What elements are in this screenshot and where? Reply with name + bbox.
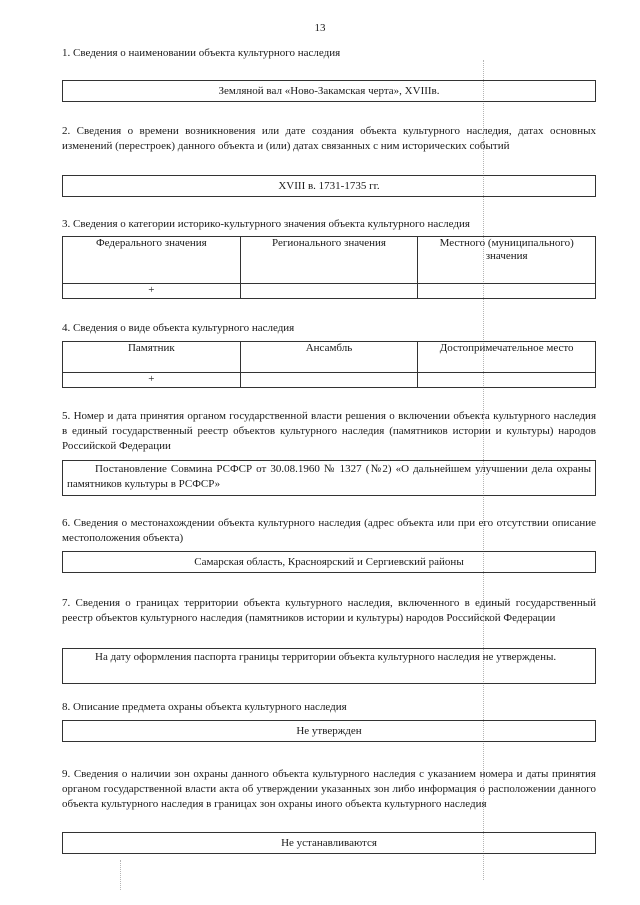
- registry-decision: Постановление Совмина РСФСР от 30.08.1960 № 1327 (№2) «О дальнейшем улучшении дела охраны памятников культуры в РСФСР»: [67, 463, 591, 490]
- section-6-heading: 6. Сведения о местонахождении объекта культурного наследия (адрес объекта или при его отсутствии описание местоположения объекта): [62, 517, 596, 544]
- type-landmark: Достопримечательное место: [418, 342, 596, 373]
- type-monument: Памятник: [63, 342, 241, 373]
- mark-local: [418, 284, 596, 299]
- category-federal: Федерального значения: [63, 237, 241, 284]
- scan-artifact-line: [120, 860, 121, 890]
- category-local: Местного (муниципального) значения: [418, 237, 596, 284]
- category-regional: Регионального значения: [240, 237, 418, 284]
- object-location: Самарская область, Красноярский и Сергиевский районы: [194, 555, 464, 568]
- mark-monument: +: [63, 373, 241, 388]
- category-table: [62, 236, 596, 299]
- type-ensemble: Ансамбль: [240, 342, 418, 373]
- section-1-heading: 1. Сведения о наименовании объекта культурного наследия: [62, 47, 341, 59]
- protection-zones: Не устанавливаются: [281, 836, 377, 849]
- section-3-heading: 3. Сведения о категории историко-культурного значения объекта культурного наследия: [62, 218, 470, 230]
- section-1-value-box: [62, 80, 596, 102]
- object-name: Земляной вал «Ново-Закамская черта», XVIIIв.: [218, 84, 440, 97]
- section-9-heading: 9. Сведения о наличии зон охраны данного объекта культурного наследия с указанием номера и даты принятия органом государственной власти акта об утверждении указанных зон либо информация о расположении данного объекта культурного наследия в границах зон охраны иного объекта культурного наследия: [62, 768, 596, 810]
- section-8-value-box: [62, 720, 596, 742]
- mark-ensemble: [240, 373, 418, 388]
- section-7-heading: 7. Сведения о границах территории объекта культурного наследия, включенного в единый государственный реестр объектов культурного наследия (памятников истории и культуры) народов Российской Федерации: [62, 597, 596, 624]
- section-6-value-box: [62, 551, 596, 573]
- page-number: 13: [314, 22, 326, 34]
- type-table: [62, 341, 596, 388]
- section-4-heading: 4. Сведения о виде объекта культурного наследия: [62, 322, 295, 334]
- section-2-value-box: [62, 175, 596, 197]
- territory-boundaries: На дату оформления паспорта границы территории объекта культурного наследия не утверждены.: [95, 651, 557, 663]
- table-header-row: [63, 237, 596, 284]
- section-8-heading: 8. Описание предмета охраны объекта культурного наследия: [62, 701, 347, 713]
- creation-date: XVIII в. 1731-1735 гг.: [278, 179, 380, 192]
- table-row: [63, 284, 596, 299]
- mark-landmark: [418, 373, 596, 388]
- mark-federal: +: [63, 284, 241, 299]
- section-5-value-box: [62, 460, 596, 496]
- protection-subject: Не утвержден: [296, 724, 362, 737]
- section-2-heading: 2. Сведения о времени возникновения или дате создания объекта культурного наследия, датах основных изменений (перестроек) данного объекта и (или) датах связанных с ним исторических событий: [62, 125, 596, 152]
- section-7-value-box: [62, 648, 596, 684]
- table-row: [63, 373, 596, 388]
- section-9-value-box: [62, 832, 596, 854]
- table-header-row: [63, 342, 596, 373]
- section-5-heading: 5. Номер и дата принятия органом государственной власти решения о включении объекта культурного наследия в единый государственный реестр объектов культурного наследия (памятников истории и культуры) народов Российской Федерации: [62, 410, 596, 452]
- mark-regional: [240, 284, 418, 299]
